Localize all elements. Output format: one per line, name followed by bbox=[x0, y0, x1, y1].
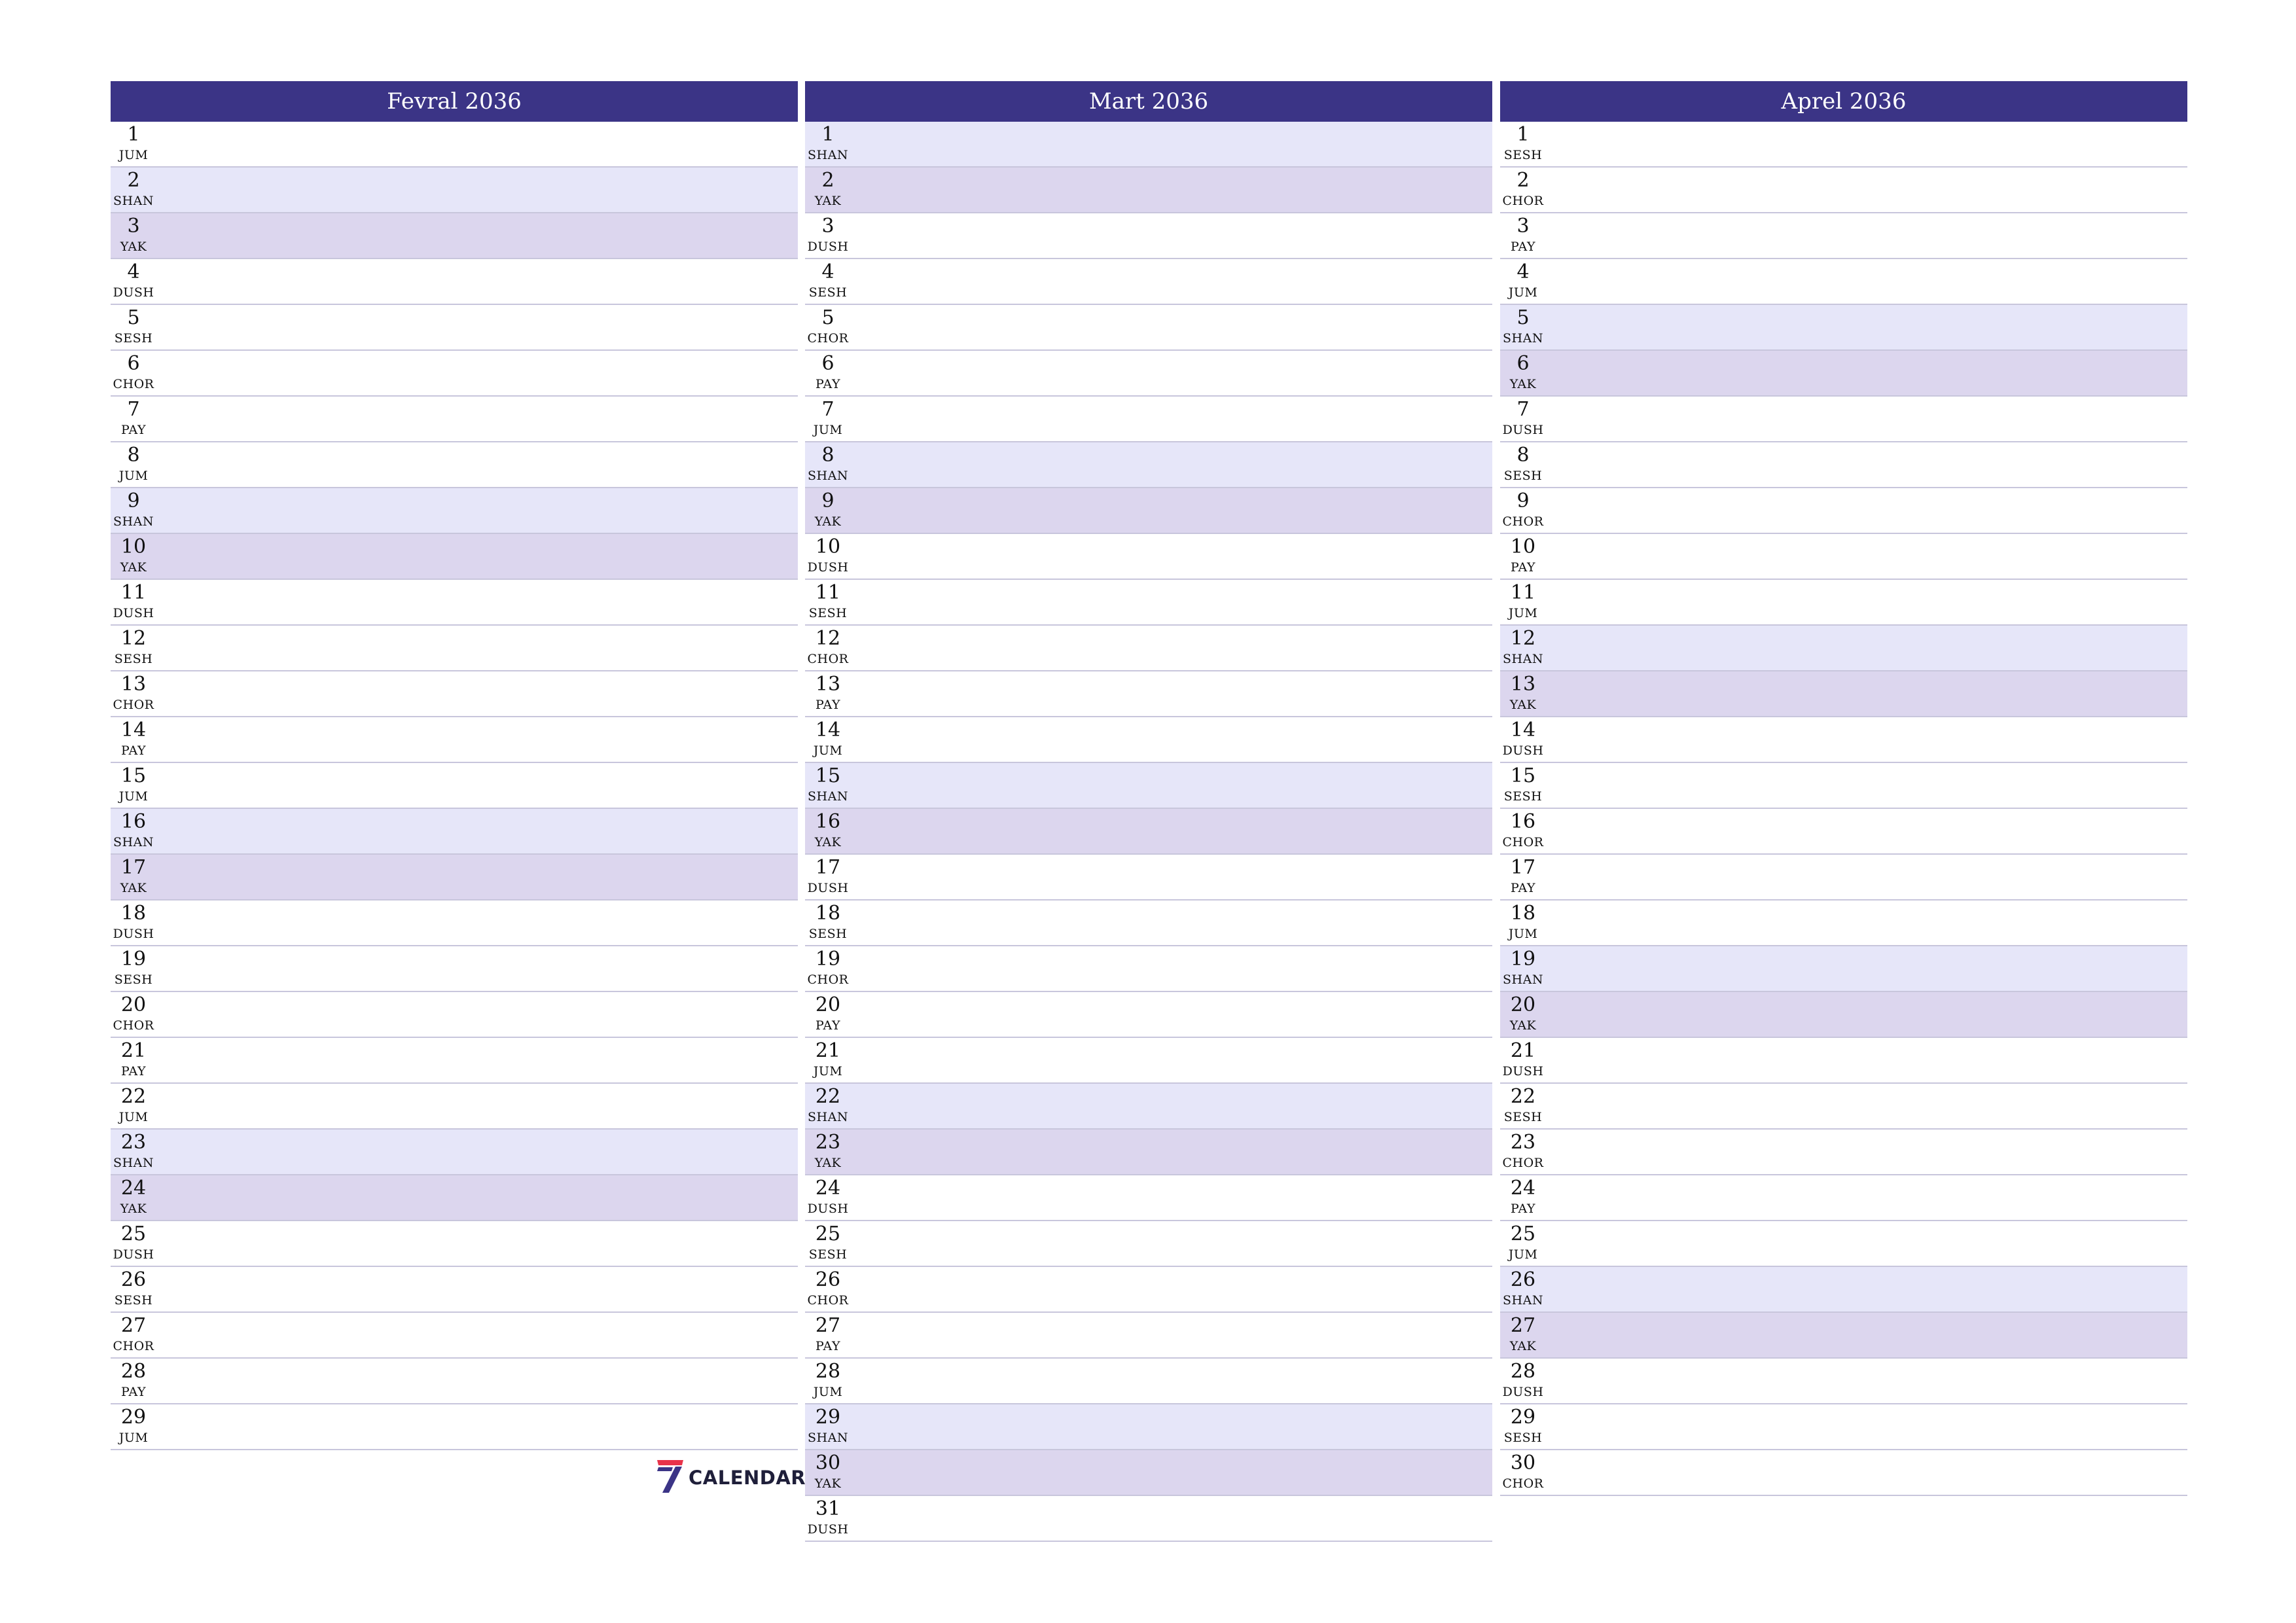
day-row bbox=[1500, 488, 2187, 534]
day-row bbox=[1500, 351, 2187, 397]
day-row bbox=[111, 1404, 798, 1450]
day-row bbox=[1500, 259, 2187, 305]
day-number: 12 bbox=[120, 627, 147, 650]
day-number: 16 bbox=[120, 810, 147, 833]
day-name: CHOR bbox=[1502, 1156, 1544, 1170]
day-list bbox=[1500, 122, 2187, 1496]
day-row bbox=[1500, 213, 2187, 259]
day-row bbox=[805, 1221, 1492, 1267]
day-row bbox=[805, 671, 1492, 717]
day-name: SHAN bbox=[1503, 652, 1543, 666]
day-name: JUM bbox=[118, 1431, 149, 1445]
day-row bbox=[1500, 717, 2187, 763]
day-number: 7 bbox=[1516, 398, 1530, 421]
day-name: SESH bbox=[808, 927, 848, 941]
day-number: 21 bbox=[815, 1039, 841, 1062]
day-number: 29 bbox=[815, 1406, 841, 1429]
day-name: DUSH bbox=[1502, 743, 1544, 758]
day-name: CHOR bbox=[807, 1293, 849, 1308]
day-name: SESH bbox=[1503, 148, 1543, 162]
day-number: 3 bbox=[127, 215, 140, 238]
day-number: 13 bbox=[120, 673, 147, 696]
day-number: 8 bbox=[127, 444, 140, 467]
day-row bbox=[111, 1221, 798, 1267]
day-name: PAY bbox=[1510, 1202, 1536, 1216]
day-number: 31 bbox=[815, 1497, 841, 1520]
day-name: DUSH bbox=[113, 1247, 154, 1262]
logo-text: CALENDAR bbox=[689, 1467, 806, 1489]
day-row bbox=[111, 305, 798, 351]
day-number: 11 bbox=[120, 581, 147, 604]
day-name: YAK bbox=[1509, 698, 1537, 712]
day-number: 30 bbox=[1510, 1452, 1536, 1474]
day-number: 20 bbox=[815, 993, 841, 1016]
day-name: PAY bbox=[120, 1385, 147, 1399]
day-number: 18 bbox=[815, 902, 841, 925]
day-row bbox=[805, 855, 1492, 901]
day-number: 14 bbox=[1510, 719, 1536, 741]
month-header: Fevral 2036 bbox=[111, 81, 798, 122]
day-name: YAK bbox=[120, 881, 147, 895]
day-number: 29 bbox=[120, 1406, 147, 1429]
month-header: Mart 2036 bbox=[805, 81, 1492, 122]
day-name: JUM bbox=[118, 469, 149, 483]
day-name: PAY bbox=[815, 377, 841, 391]
day-row bbox=[111, 992, 798, 1038]
day-name: PAY bbox=[815, 1339, 841, 1353]
day-row bbox=[1500, 809, 2187, 855]
day-name: YAK bbox=[814, 1476, 842, 1491]
day-row bbox=[111, 763, 798, 809]
day-row bbox=[111, 534, 798, 580]
day-number: 16 bbox=[1510, 810, 1536, 833]
day-name: DUSH bbox=[1502, 1064, 1544, 1079]
day-row bbox=[111, 351, 798, 397]
day-name: DUSH bbox=[807, 881, 849, 895]
day-name: SHAN bbox=[808, 148, 848, 162]
day-number: 17 bbox=[120, 856, 147, 879]
day-name: JUM bbox=[118, 1110, 149, 1124]
day-row bbox=[111, 1359, 798, 1404]
day-name: SHAN bbox=[113, 1156, 154, 1170]
day-row bbox=[111, 213, 798, 259]
day-number: 2 bbox=[127, 169, 140, 192]
day-row bbox=[805, 1404, 1492, 1450]
day-row bbox=[805, 351, 1492, 397]
day-row bbox=[111, 1084, 798, 1130]
day-number: 5 bbox=[1516, 306, 1530, 329]
day-name: DUSH bbox=[1502, 1385, 1544, 1399]
day-name: YAK bbox=[1509, 1339, 1537, 1353]
day-row bbox=[805, 626, 1492, 671]
day-row bbox=[111, 855, 798, 901]
day-name: SHAN bbox=[113, 194, 154, 208]
day-name: SESH bbox=[1503, 789, 1543, 804]
day-row bbox=[111, 717, 798, 763]
day-row bbox=[111, 580, 798, 626]
day-row bbox=[805, 305, 1492, 351]
day-row bbox=[1500, 1359, 2187, 1404]
day-row bbox=[1500, 580, 2187, 626]
day-name: SESH bbox=[1503, 469, 1543, 483]
day-name: SHAN bbox=[113, 514, 154, 529]
day-name: DUSH bbox=[1502, 423, 1544, 437]
day-row bbox=[111, 809, 798, 855]
day-name: DUSH bbox=[113, 285, 154, 300]
day-name: DUSH bbox=[807, 560, 849, 575]
day-name: JUM bbox=[1508, 285, 1538, 300]
day-name: CHOR bbox=[1502, 835, 1544, 849]
day-row bbox=[805, 717, 1492, 763]
day-number: 23 bbox=[815, 1131, 841, 1154]
day-row bbox=[805, 397, 1492, 442]
day-row bbox=[1500, 1404, 2187, 1450]
day-row bbox=[1500, 901, 2187, 946]
day-name: SESH bbox=[114, 1293, 153, 1308]
day-number: 30 bbox=[815, 1452, 841, 1474]
day-name: PAY bbox=[815, 698, 841, 712]
day-row bbox=[805, 946, 1492, 992]
day-name: CHOR bbox=[113, 377, 154, 391]
day-row bbox=[1500, 534, 2187, 580]
day-row bbox=[805, 442, 1492, 488]
day-number: 21 bbox=[120, 1039, 147, 1062]
day-name: SHAN bbox=[1503, 331, 1543, 346]
day-number: 19 bbox=[120, 948, 147, 971]
day-name: JUM bbox=[118, 148, 149, 162]
day-name: SESH bbox=[1503, 1431, 1543, 1445]
day-name: JUM bbox=[1508, 1247, 1538, 1262]
day-name: JUM bbox=[1508, 606, 1538, 620]
day-number: 5 bbox=[127, 306, 140, 329]
day-number: 23 bbox=[120, 1131, 147, 1154]
day-number: 22 bbox=[1510, 1085, 1536, 1108]
day-name: YAK bbox=[120, 1202, 147, 1216]
day-number: 24 bbox=[1510, 1177, 1536, 1200]
day-number: 4 bbox=[1516, 260, 1530, 283]
day-number: 26 bbox=[1510, 1268, 1536, 1291]
day-row bbox=[805, 488, 1492, 534]
day-name: PAY bbox=[120, 423, 147, 437]
day-number: 18 bbox=[1510, 902, 1536, 925]
day-number: 9 bbox=[127, 490, 140, 512]
day-row bbox=[1500, 1450, 2187, 1496]
day-number: 22 bbox=[120, 1085, 147, 1108]
day-number: 17 bbox=[1510, 856, 1536, 879]
day-number: 2 bbox=[821, 169, 834, 192]
day-row bbox=[805, 122, 1492, 168]
month-column-april bbox=[1500, 81, 2187, 1496]
day-number: 1 bbox=[127, 123, 140, 146]
day-row bbox=[111, 259, 798, 305]
day-row bbox=[111, 1313, 798, 1359]
day-number: 23 bbox=[1510, 1131, 1536, 1154]
day-name: JUM bbox=[813, 1385, 843, 1399]
day-name: CHOR bbox=[807, 652, 849, 666]
day-number: 21 bbox=[1510, 1039, 1536, 1062]
day-name: YAK bbox=[1509, 1018, 1537, 1033]
day-list bbox=[111, 122, 798, 1450]
day-name: JUM bbox=[813, 743, 843, 758]
day-name: SESH bbox=[114, 331, 153, 346]
day-row bbox=[805, 1267, 1492, 1313]
day-row bbox=[111, 671, 798, 717]
day-number: 8 bbox=[821, 444, 834, 467]
day-number: 26 bbox=[120, 1268, 147, 1291]
day-number: 16 bbox=[815, 810, 841, 833]
day-row bbox=[111, 168, 798, 213]
day-row bbox=[1500, 671, 2187, 717]
day-number: 3 bbox=[1516, 215, 1530, 238]
day-number: 24 bbox=[120, 1177, 147, 1200]
day-number: 5 bbox=[821, 306, 834, 329]
day-name: CHOR bbox=[113, 1018, 154, 1033]
day-row bbox=[1500, 305, 2187, 351]
day-number: 20 bbox=[1510, 993, 1536, 1016]
day-number: 18 bbox=[120, 902, 147, 925]
day-number: 11 bbox=[1510, 581, 1536, 604]
day-number: 24 bbox=[815, 1177, 841, 1200]
seven-logo-icon bbox=[656, 1459, 685, 1497]
day-name: DUSH bbox=[807, 1522, 849, 1537]
day-name: SESH bbox=[114, 652, 153, 666]
day-row bbox=[1500, 1313, 2187, 1359]
day-name: JUM bbox=[1508, 927, 1538, 941]
day-row bbox=[1500, 1175, 2187, 1221]
day-name: SESH bbox=[1503, 1110, 1543, 1124]
day-number: 17 bbox=[815, 856, 841, 879]
day-name: DUSH bbox=[807, 1202, 849, 1216]
day-number: 28 bbox=[815, 1360, 841, 1383]
day-name: CHOR bbox=[1502, 194, 1544, 208]
day-number: 2 bbox=[1516, 169, 1530, 192]
day-number: 10 bbox=[120, 535, 147, 558]
day-row bbox=[805, 1313, 1492, 1359]
day-row bbox=[1500, 626, 2187, 671]
day-number: 26 bbox=[815, 1268, 841, 1291]
day-list bbox=[805, 122, 1492, 1542]
day-number: 15 bbox=[815, 764, 841, 787]
day-number: 27 bbox=[120, 1314, 147, 1337]
day-number: 25 bbox=[815, 1222, 841, 1245]
day-row bbox=[111, 1130, 798, 1175]
day-number: 7 bbox=[821, 398, 834, 421]
day-row bbox=[1500, 1221, 2187, 1267]
day-name: SESH bbox=[808, 1247, 848, 1262]
day-number: 12 bbox=[815, 627, 841, 650]
day-number: 6 bbox=[127, 352, 140, 375]
day-name: CHOR bbox=[807, 331, 849, 346]
day-number: 19 bbox=[1510, 948, 1536, 971]
month-column-march bbox=[805, 81, 1492, 1542]
day-name: PAY bbox=[120, 743, 147, 758]
day-number: 10 bbox=[1510, 535, 1536, 558]
day-row bbox=[805, 992, 1492, 1038]
day-row bbox=[111, 442, 798, 488]
day-number: 28 bbox=[120, 1360, 147, 1383]
day-name: DUSH bbox=[807, 240, 849, 254]
day-name: YAK bbox=[814, 514, 842, 529]
month-column-february bbox=[111, 81, 798, 1450]
day-row bbox=[111, 122, 798, 168]
day-row bbox=[1500, 1038, 2187, 1084]
day-number: 1 bbox=[821, 123, 834, 146]
day-number: 1 bbox=[1516, 123, 1530, 146]
day-name: SHAN bbox=[808, 789, 848, 804]
day-row bbox=[111, 901, 798, 946]
day-row bbox=[805, 1038, 1492, 1084]
day-row bbox=[111, 946, 798, 992]
day-name: PAY bbox=[1510, 560, 1536, 575]
day-number: 3 bbox=[821, 215, 834, 238]
day-name: PAY bbox=[120, 1064, 147, 1079]
day-name: JUM bbox=[118, 789, 149, 804]
day-name: YAK bbox=[814, 1156, 842, 1170]
day-number: 4 bbox=[127, 260, 140, 283]
day-number: 28 bbox=[1510, 1360, 1536, 1383]
day-number: 9 bbox=[1516, 490, 1530, 512]
day-row bbox=[805, 809, 1492, 855]
day-number: 6 bbox=[1516, 352, 1530, 375]
day-name: SHAN bbox=[808, 469, 848, 483]
day-number: 15 bbox=[120, 764, 147, 787]
day-row bbox=[1500, 855, 2187, 901]
day-name: SESH bbox=[808, 606, 848, 620]
day-number: 20 bbox=[120, 993, 147, 1016]
day-name: CHOR bbox=[113, 1339, 154, 1353]
day-row bbox=[1500, 442, 2187, 488]
day-row bbox=[1500, 1130, 2187, 1175]
day-name: SHAN bbox=[1503, 1293, 1543, 1308]
day-number: 4 bbox=[821, 260, 834, 283]
day-name: SESH bbox=[808, 285, 848, 300]
day-row bbox=[111, 1038, 798, 1084]
day-number: 19 bbox=[815, 948, 841, 971]
day-row bbox=[1500, 763, 2187, 809]
day-name: PAY bbox=[815, 1018, 841, 1033]
day-row bbox=[111, 397, 798, 442]
day-number: 25 bbox=[1510, 1222, 1536, 1245]
day-number: 13 bbox=[815, 673, 841, 696]
day-number: 27 bbox=[1510, 1314, 1536, 1337]
day-name: JUM bbox=[813, 423, 843, 437]
day-row bbox=[805, 1450, 1492, 1496]
day-number: 15 bbox=[1510, 764, 1536, 787]
day-name: CHOR bbox=[1502, 514, 1544, 529]
day-row bbox=[805, 901, 1492, 946]
day-number: 8 bbox=[1516, 444, 1530, 467]
day-row bbox=[1500, 946, 2187, 992]
day-number: 14 bbox=[815, 719, 841, 741]
calendar-logo bbox=[656, 1459, 806, 1496]
day-name: PAY bbox=[1510, 881, 1536, 895]
day-row bbox=[805, 1496, 1492, 1542]
day-number: 27 bbox=[815, 1314, 841, 1337]
month-header: Aprel 2036 bbox=[1500, 81, 2187, 122]
day-name: YAK bbox=[120, 560, 147, 575]
day-row bbox=[111, 626, 798, 671]
day-name: YAK bbox=[814, 194, 842, 208]
day-number: 14 bbox=[120, 719, 147, 741]
day-number: 13 bbox=[1510, 673, 1536, 696]
day-row bbox=[111, 1175, 798, 1221]
day-name: JUM bbox=[813, 1064, 843, 1079]
day-name: CHOR bbox=[807, 972, 849, 987]
day-name: CHOR bbox=[1502, 1476, 1544, 1491]
day-number: 6 bbox=[821, 352, 834, 375]
day-name: DUSH bbox=[113, 606, 154, 620]
day-number: 25 bbox=[120, 1222, 147, 1245]
day-name: DUSH bbox=[113, 927, 154, 941]
day-number: 12 bbox=[1510, 627, 1536, 650]
day-row bbox=[805, 1130, 1492, 1175]
day-row bbox=[1500, 397, 2187, 442]
day-row bbox=[805, 259, 1492, 305]
day-row bbox=[1500, 1267, 2187, 1313]
day-name: CHOR bbox=[113, 698, 154, 712]
day-row bbox=[1500, 168, 2187, 213]
day-number: 29 bbox=[1510, 1406, 1536, 1429]
day-number: 7 bbox=[127, 398, 140, 421]
day-row bbox=[805, 1175, 1492, 1221]
day-row bbox=[805, 580, 1492, 626]
day-row bbox=[805, 1084, 1492, 1130]
day-number: 10 bbox=[815, 535, 841, 558]
day-row bbox=[805, 534, 1492, 580]
day-name: SHAN bbox=[808, 1431, 848, 1445]
day-row bbox=[111, 488, 798, 534]
day-name: PAY bbox=[1510, 240, 1536, 254]
day-name: SESH bbox=[114, 972, 153, 987]
day-name: YAK bbox=[120, 240, 147, 254]
day-row bbox=[111, 1267, 798, 1313]
day-row bbox=[1500, 1084, 2187, 1130]
day-row bbox=[1500, 122, 2187, 168]
day-number: 11 bbox=[815, 581, 841, 604]
day-number: 22 bbox=[815, 1085, 841, 1108]
day-row bbox=[805, 213, 1492, 259]
day-number: 9 bbox=[821, 490, 834, 512]
day-row bbox=[805, 168, 1492, 213]
day-row bbox=[1500, 992, 2187, 1038]
day-name: YAK bbox=[814, 835, 842, 849]
day-name: SHAN bbox=[808, 1110, 848, 1124]
day-row bbox=[805, 1359, 1492, 1404]
day-row bbox=[805, 763, 1492, 809]
day-name: SHAN bbox=[1503, 972, 1543, 987]
day-name: SHAN bbox=[113, 835, 154, 849]
day-name: YAK bbox=[1509, 377, 1537, 391]
